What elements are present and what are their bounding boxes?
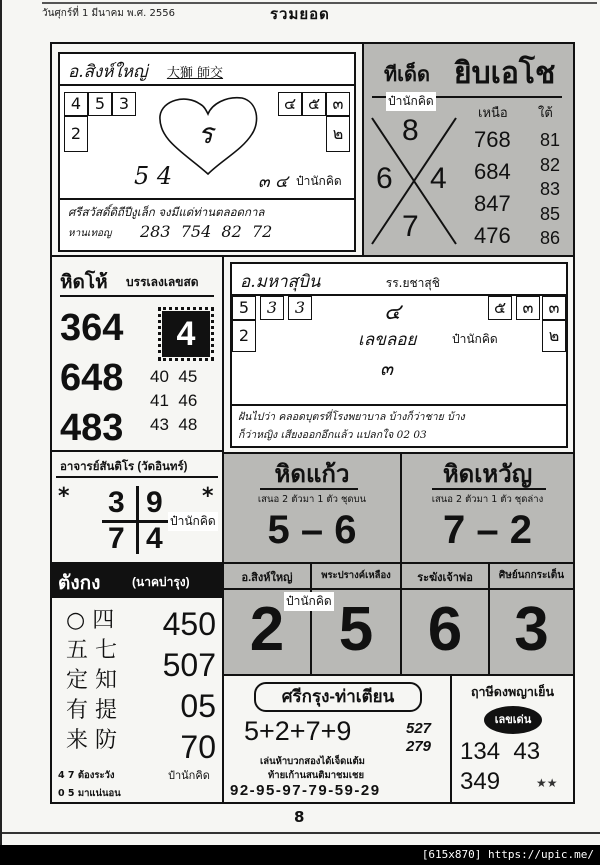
cell-left-2: 3 bbox=[260, 296, 284, 320]
maha-dream-line-2: ก็ว่าหญิง เสียงออกอึกแล้ว แปลกใจ 02 03 bbox=[238, 429, 427, 441]
north-header: เหนือ bbox=[478, 106, 508, 121]
tangkong-title: ตังกง bbox=[58, 573, 101, 594]
maha-subin-title-deco: รร.ยชาสุชิ bbox=[385, 276, 440, 290]
hit-ho-subtitle: บรรเลงเลขสด bbox=[126, 275, 199, 289]
star-left-icon: * bbox=[58, 484, 70, 509]
watermark-bar bbox=[0, 845, 600, 865]
issue-date: วันศุกร์ที่ 1 มีนาคม พ.ศ. 2556 bbox=[42, 8, 175, 19]
grid-bottom-right: 4 bbox=[146, 522, 163, 555]
srikrung-title: ศรีกรุง-ท่าเตียน bbox=[254, 682, 422, 712]
hit-kwan-value: 7 – 2 bbox=[443, 508, 532, 552]
tangkong-char-row: 五 七 bbox=[66, 638, 117, 663]
tangkong-number: 70 bbox=[180, 729, 216, 765]
pair-value: 41 bbox=[150, 391, 169, 410]
hit-ho-number: 648 bbox=[60, 357, 124, 399]
column-value-4: 3 bbox=[514, 595, 549, 664]
rusi-stars-icon: ★★ bbox=[536, 776, 558, 790]
srikrung-line-1: เล่นห้าบวกสองได้เจ็ดแต้ม bbox=[260, 756, 365, 767]
tangkong-box bbox=[52, 564, 222, 802]
cell-right-side: ๒ bbox=[542, 320, 566, 352]
cell-right-2: ๕ bbox=[302, 92, 326, 116]
cross-bottom: 7 bbox=[402, 210, 419, 243]
pair-value: 43 bbox=[150, 415, 169, 434]
tangkong-number: 507 bbox=[162, 647, 216, 683]
bottom-rule bbox=[2, 832, 600, 834]
north-value: 476 bbox=[474, 223, 511, 248]
north-value: 684 bbox=[474, 159, 511, 184]
cell-right-2: ๓ bbox=[516, 296, 540, 320]
tee-ded-title-small: ทีเด็ด bbox=[384, 64, 430, 86]
section-title: รวมยอด bbox=[270, 5, 330, 23]
tangkong-subtitle: (นาคบ่ารุง) bbox=[132, 575, 190, 589]
watermark-text: [615x870] https://upic.me/ bbox=[421, 848, 594, 861]
srikrung-pairs: 92-95-97-79-59-29 bbox=[230, 782, 381, 799]
cross-right: 4 bbox=[430, 162, 447, 195]
content-frame bbox=[50, 42, 575, 804]
four-columns-note: ป๋านักคิด bbox=[284, 592, 334, 611]
hit-kaew-value: 5 – 6 bbox=[267, 508, 357, 552]
cross-left: 6 bbox=[376, 162, 393, 195]
grid-top-left: 3 bbox=[108, 486, 125, 519]
tangkong-char-row: 定 知 bbox=[66, 668, 117, 693]
pair-value: 45 bbox=[178, 367, 198, 386]
tangkong-char-row: ○ 四 bbox=[66, 608, 115, 633]
south-list bbox=[540, 128, 560, 251]
hit-kwan-rule bbox=[432, 488, 546, 490]
singh-yai-number-left: 5 4 bbox=[134, 162, 173, 190]
hit-ho-number: 364 bbox=[60, 307, 124, 349]
grid-top-right: 9 bbox=[146, 486, 163, 519]
cell-right-3: ๓ bbox=[326, 92, 350, 116]
cell-right-1: ๕ bbox=[488, 296, 512, 320]
hit-ho-title: หิดโห้ bbox=[60, 272, 108, 293]
sanchai-rule bbox=[56, 476, 218, 478]
column-value-3: 6 bbox=[427, 595, 463, 664]
maha-top-digit: ๔ bbox=[384, 300, 401, 325]
srikrung-formula: 5+2+7+9 bbox=[244, 716, 352, 746]
maha-subin-title-bar bbox=[232, 264, 566, 296]
singh-yai-title-bar bbox=[60, 54, 354, 86]
singh-yai-lucky-numbers: 283 754 82 72 bbox=[140, 222, 273, 241]
four-columns-box bbox=[224, 564, 573, 674]
pair-value: 48 bbox=[178, 415, 198, 434]
srikrung-line-2: ท้ายเก้านสนติมาชมเชย bbox=[268, 770, 365, 781]
column-label-4: ศิษย์นกกระเต็น bbox=[498, 570, 565, 581]
maha-subin-title: อ.มหาสุบิน bbox=[240, 272, 321, 292]
singh-yai-title-deco: 大獅 師交 bbox=[166, 66, 224, 81]
tangkong-numbers bbox=[163, 604, 216, 768]
heart-character: ร bbox=[198, 117, 214, 150]
hit-kaew-subtitle: เสนอ 2 ตัวมา 1 ตัว ชุดบน bbox=[257, 494, 367, 505]
rusi-badge: เลขเด่น bbox=[484, 706, 542, 734]
tangkong-char-row: 来 防 bbox=[66, 728, 117, 753]
hit-ho-pair-row bbox=[150, 413, 197, 437]
maha-bottom-digit: ๓ bbox=[380, 358, 393, 380]
cell-left-side: 2 bbox=[64, 116, 88, 152]
hit-kaew-box bbox=[224, 454, 400, 562]
hit-ho-badge: 4 bbox=[162, 311, 210, 357]
south-value: 85 bbox=[540, 203, 561, 224]
tee-ded-note: ป๋านักคิด bbox=[386, 92, 436, 111]
north-list bbox=[474, 124, 511, 252]
column-label-3: ระฆังเจ้าพ่อ bbox=[417, 572, 473, 584]
floating-number-label: เลขลอย bbox=[358, 330, 417, 350]
singh-yai-box bbox=[58, 52, 356, 252]
tangkong-line-2: 0 5 มาแน่นอน bbox=[58, 788, 121, 799]
side-number: 279 bbox=[406, 738, 432, 755]
maha-dream-line-1: ฝันไปว่า คลอดบุตรที่โรงพยาบาล บ้างก็ว่าชาย บ้าง bbox=[238, 411, 465, 423]
tee-ded-box bbox=[364, 44, 573, 255]
pair-value: 46 bbox=[178, 391, 198, 410]
maha-subin-box bbox=[230, 262, 568, 448]
hit-ho-numbers bbox=[60, 303, 123, 453]
hit-kwan-subtitle: เสนอ 2 ตัวมา 1 ตัว ชุดล่าง bbox=[431, 494, 544, 505]
page-number: 8 bbox=[294, 808, 305, 826]
tangkong-char-row: 有 提 bbox=[66, 698, 117, 723]
hit-ho-pair-row bbox=[150, 365, 197, 389]
north-value: 847 bbox=[474, 191, 511, 216]
cell-right-1: ๔ bbox=[278, 92, 302, 116]
pair-value: 40 bbox=[150, 367, 169, 386]
side-number: 527 bbox=[406, 720, 432, 737]
maha-divider bbox=[232, 404, 566, 406]
singh-yai-title: อ.สิงห์ใหญ่ bbox=[68, 62, 148, 82]
hit-ho-pair-row bbox=[150, 389, 197, 413]
grid-bottom-left: 7 bbox=[108, 522, 125, 555]
tangkong-number: 450 bbox=[162, 606, 216, 642]
tee-ded-title-big: ยิบเอโช bbox=[454, 57, 556, 90]
hit-kaew-title: หิดแก้ว bbox=[274, 461, 350, 488]
rusi-line-2: 349 bbox=[460, 768, 501, 795]
singh-yai-note: ป๋านักคิด bbox=[294, 172, 344, 191]
cell-right-3: ๓ bbox=[542, 296, 566, 320]
singh-yai-number-right: ๓ ๔ bbox=[258, 172, 288, 192]
cross-top: 8 bbox=[402, 114, 419, 147]
cell-left-1: 5 bbox=[232, 296, 256, 320]
north-value: 768 bbox=[474, 127, 511, 152]
sanchai-note: ป๋านักคิด bbox=[168, 512, 218, 531]
srikrung-box bbox=[224, 676, 450, 802]
rusi-title: ฤาษีดงพญาเย็น bbox=[470, 685, 555, 699]
column-value-1: 2 bbox=[249, 595, 285, 664]
cell-left-3: 3 bbox=[288, 296, 312, 320]
cell-left-1: 4 bbox=[64, 92, 88, 116]
column-value-2: 5 bbox=[338, 595, 374, 664]
column-label-2: พระปรางค์เหลือง bbox=[321, 570, 391, 581]
maha-note: ป๋านักคิด bbox=[450, 330, 500, 349]
column-label-1: อ.สิงห์ใหญ่ bbox=[241, 572, 293, 584]
star-right-icon: * bbox=[202, 484, 214, 509]
srikrung-side-numbers bbox=[406, 720, 431, 756]
tangkong-number: 05 bbox=[180, 688, 216, 724]
sanchai-title: อาจารย์สันติโร (วัดอินทร์) bbox=[60, 461, 188, 473]
four-columns-header-rule bbox=[224, 588, 573, 590]
singh-yai-blessing: ศรีสวัสดิ์ดิถีปีงูเล็ก จงมีแด่ท่านตลอดกาล bbox=[68, 205, 265, 219]
south-value: 86 bbox=[540, 228, 561, 248]
south-value: 81 bbox=[540, 130, 561, 150]
cell-right-side: ๒ bbox=[326, 116, 350, 152]
singh-yai-divider bbox=[60, 198, 354, 200]
hit-ho-pairs bbox=[150, 365, 197, 437]
tangkong-header bbox=[52, 564, 222, 598]
hit-kwan-box bbox=[402, 454, 573, 562]
cell-left-3: 3 bbox=[112, 92, 136, 116]
south-value: 83 bbox=[540, 179, 561, 199]
hit-kwan-title: หิดเหวัญ bbox=[442, 461, 533, 488]
south-header: ใต้ bbox=[538, 106, 553, 121]
cell-left-side: 2 bbox=[232, 320, 256, 352]
hit-ho-number: 483 bbox=[60, 407, 124, 449]
tangkong-note: ป๋านักคิด bbox=[168, 769, 210, 782]
tangkong-chars bbox=[66, 606, 117, 756]
hit-ho-rule bbox=[60, 295, 214, 297]
tangkong-line-1: 4 7 ต้องระวัง bbox=[58, 770, 115, 781]
hit-kaew-rule bbox=[260, 488, 358, 490]
singh-yai-lucky-label: หานเทอญ bbox=[68, 228, 112, 239]
sanchai-box bbox=[52, 452, 222, 562]
south-value: 82 bbox=[540, 154, 561, 175]
rusi-box bbox=[452, 676, 573, 802]
hit-ho-box bbox=[52, 257, 222, 452]
rusi-line-1: 134 43 bbox=[460, 738, 541, 765]
cell-left-2: 5 bbox=[88, 92, 112, 116]
